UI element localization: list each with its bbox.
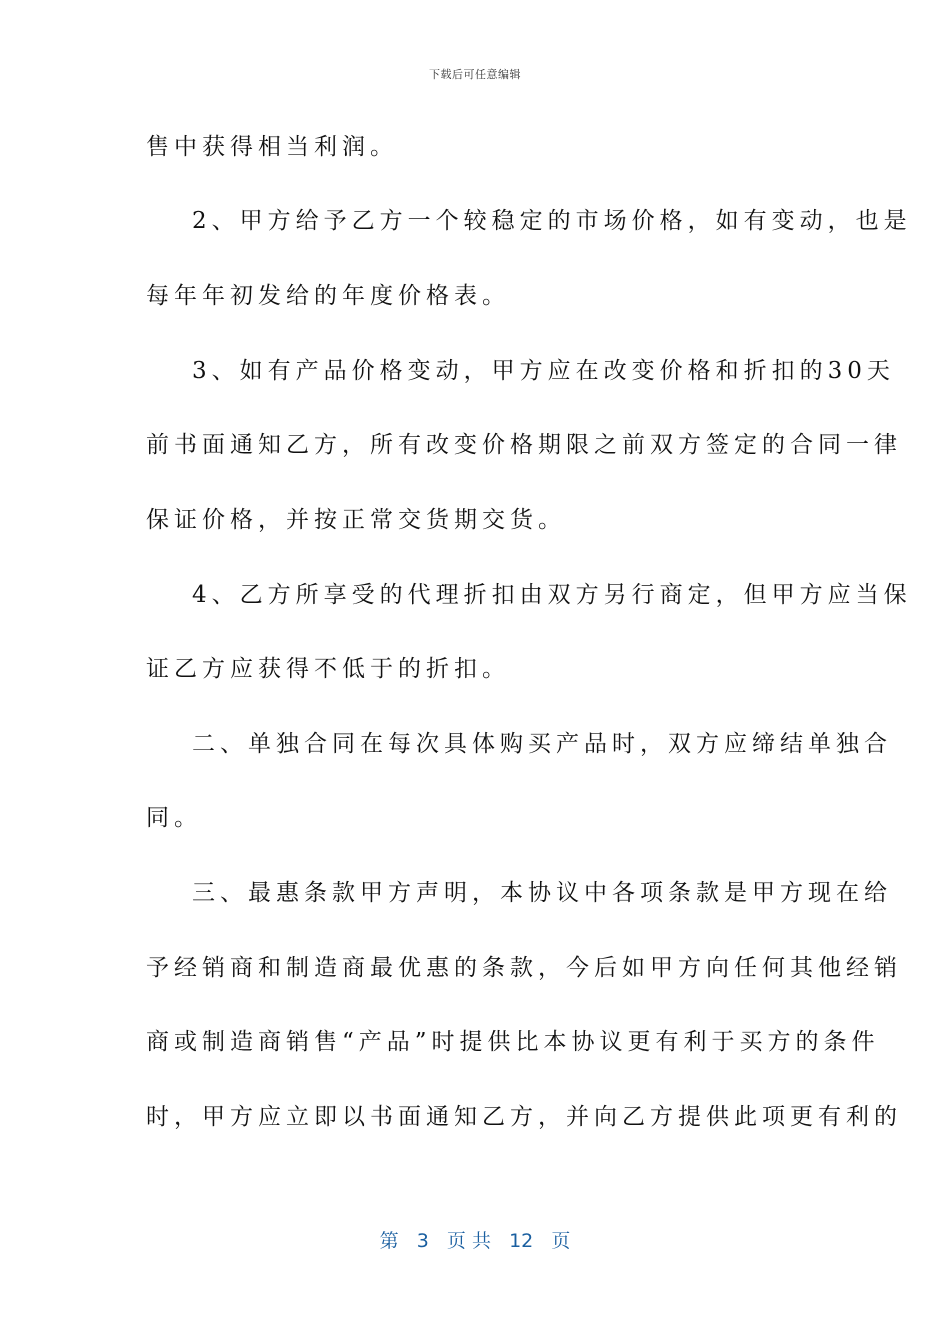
text-line: 3、如有产品价格变动，甲方应在改变价格和折扣的30天	[192, 358, 895, 384]
text-line: 每年年初发给的年度价格表。	[146, 283, 510, 309]
text-line: 三、最惠条款甲方声明，本协议中各项条款是甲方现在给	[192, 880, 892, 906]
text-line: 前书面通知乙方，所有改变价格期限之前双方签定的合同一律	[146, 432, 902, 458]
text-line: 4、乙方所享受的代理折扣由双方另行商定，但甲方应当保	[192, 582, 912, 608]
text-line: 2、甲方给予乙方一个较稳定的市场价格，如有变动，也是	[192, 208, 912, 234]
footer-middle: 页 共	[446, 1230, 491, 1252]
text-line: 二、单独合同在每次具体购买产品时，双方应缔结单独合	[192, 731, 892, 757]
header-note: 下载后可任意编辑	[429, 68, 521, 81]
text-line: 同。	[146, 805, 202, 831]
text-line: 售中获得相当利润。	[146, 134, 398, 160]
text-line: 予经销商和制造商最优惠的条款，今后如甲方向任何其他经销	[146, 955, 902, 981]
text-line: 商或制造商销售“产品”时提供比本协议更有利于买方的条件	[146, 1029, 880, 1055]
footer-prefix: 第	[379, 1230, 399, 1252]
text-line: 保证价格，并按正常交货期交货。	[146, 507, 566, 533]
page-footer	[0, 1226, 950, 1253]
footer-suffix: 页	[551, 1230, 571, 1252]
current-page-number: 3	[416, 1230, 429, 1252]
text-line: 证乙方应获得不低于的折扣。	[146, 656, 510, 682]
text-line: 时，甲方应立即以书面通知乙方，并向乙方提供此项更有利的	[146, 1104, 902, 1130]
total-pages-number: 12	[509, 1230, 534, 1252]
